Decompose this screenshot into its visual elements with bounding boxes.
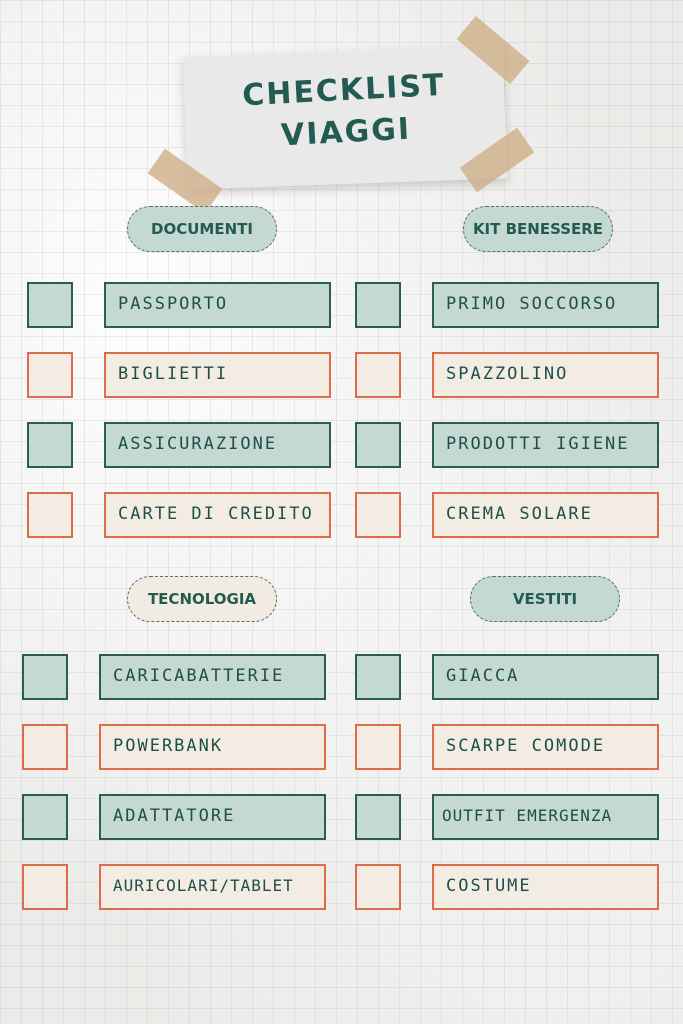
title-line-2: VIAGGI xyxy=(280,111,412,154)
checkbox-costume[interactable] xyxy=(355,864,401,910)
checkbox-auricolari-tablet[interactable] xyxy=(22,864,68,910)
checkbox-primo-soccorso[interactable] xyxy=(355,282,401,328)
checkbox-carte-di-credito[interactable] xyxy=(27,492,73,538)
section-header-tecnologia: TECNOLOGIA xyxy=(127,576,277,622)
section-header-documenti: DOCUMENTI xyxy=(127,206,277,252)
item-outfit-emergenza: OUTFIT EMERGENZA xyxy=(432,794,659,840)
item-passaporto: PASSPORTO xyxy=(104,282,331,328)
checkbox-assicurazione[interactable] xyxy=(27,422,73,468)
item-costume: COSTUME xyxy=(432,864,659,910)
item-spazzolino: SPAZZOLINO xyxy=(432,352,659,398)
checkbox-spazzolino[interactable] xyxy=(355,352,401,398)
checkbox-biglietti[interactable] xyxy=(27,352,73,398)
checkbox-crema-solare[interactable] xyxy=(355,492,401,538)
checkbox-caricabatterie[interactable] xyxy=(22,654,68,700)
section-header-kit-benessere: KIT BENESSERE xyxy=(463,206,613,252)
item-prodotti-igiene: PRODOTTI IGIENE xyxy=(432,422,659,468)
page-title xyxy=(213,63,477,160)
checkbox-giacca[interactable] xyxy=(355,654,401,700)
checkbox-passaporto[interactable] xyxy=(27,282,73,328)
item-biglietti: BIGLIETTI xyxy=(104,352,331,398)
item-powerbank: POWERBANK xyxy=(99,724,326,770)
item-primo-soccorso: PRIMO SOCCORSO xyxy=(432,282,659,328)
section-header-vestiti: VESTITI xyxy=(470,576,620,622)
item-scarpe-comode: SCARPE COMODE xyxy=(432,724,659,770)
checkbox-powerbank[interactable] xyxy=(22,724,68,770)
item-adattatore: ADATTATORE xyxy=(99,794,326,840)
item-giacca: GIACCA xyxy=(432,654,659,700)
checkbox-outfit-emergenza[interactable] xyxy=(355,794,401,840)
item-carte-di-credito: CARTE DI CREDITO xyxy=(104,492,331,538)
checkbox-adattatore[interactable] xyxy=(22,794,68,840)
item-assicurazione: ASSICURAZIONE xyxy=(104,422,331,468)
title-line-1: CHECKLIST xyxy=(241,67,447,114)
item-crema-solare: CREMA SOLARE xyxy=(432,492,659,538)
item-caricabatterie: CARICABATTERIE xyxy=(99,654,326,700)
checkbox-scarpe-comode[interactable] xyxy=(355,724,401,770)
checkbox-prodotti-igiene[interactable] xyxy=(355,422,401,468)
item-auricolari-tablet: AURICOLARI/TABLET xyxy=(99,864,326,910)
